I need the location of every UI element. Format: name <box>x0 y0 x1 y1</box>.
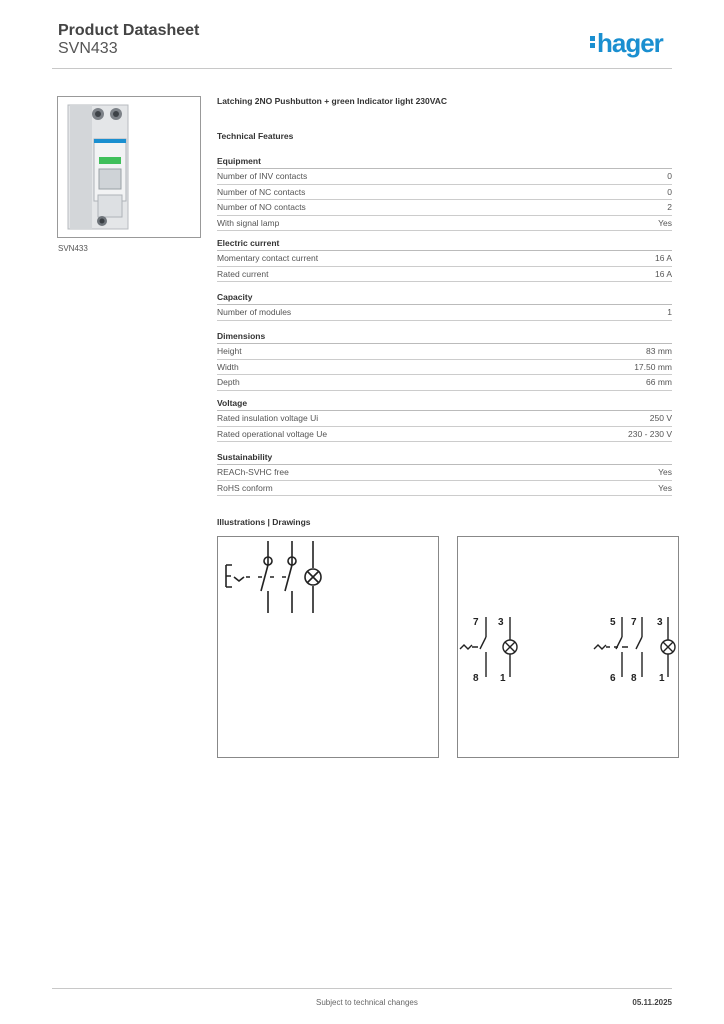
spec-row <box>217 465 672 481</box>
spec-label: Rated insulation voltage Ui <box>217 413 319 423</box>
spec-label: Number of INV contacts <box>217 171 308 181</box>
footer-rule <box>52 988 672 989</box>
spec-section-voltage <box>217 398 672 442</box>
spec-label: Number of NO contacts <box>217 202 306 212</box>
wiring-diagram-drawing <box>458 537 678 757</box>
spec-row <box>217 411 672 427</box>
section-title: Voltage <box>217 398 672 411</box>
features-heading: Technical Features <box>217 131 294 141</box>
drawing-wiring-box <box>457 536 679 758</box>
section-title: Dimensions <box>217 331 672 344</box>
spec-value: 1 <box>667 307 672 317</box>
terminal-label: 7 <box>473 617 479 628</box>
spec-label: Rated operational voltage Ue <box>217 428 328 439</box>
spec-label: With signal lamp <box>217 217 280 228</box>
spec-label: RoHS conform <box>217 482 273 493</box>
footer-date: 05.11.2025 <box>632 998 672 1007</box>
photo-caption: SVN433 <box>58 244 88 253</box>
product-image <box>58 97 200 237</box>
spec-value: Yes <box>658 217 672 228</box>
spec-value: 0 <box>667 186 672 197</box>
terminal-label: 1 <box>659 673 665 684</box>
spec-label: Number of NC contacts <box>217 186 306 197</box>
spec-value: Yes <box>658 467 672 477</box>
product-description: Latching 2NO Pushbutton + green Indicator light 230VAC <box>217 96 448 106</box>
product-code: SVN433 <box>58 40 118 57</box>
spec-value: 16 A <box>654 268 672 279</box>
spec-value: 250 V <box>649 413 672 423</box>
section-title: Capacity <box>217 292 672 305</box>
terminal-label: 8 <box>631 673 637 684</box>
spec-section-equipment <box>217 156 672 231</box>
spec-value: 2 <box>667 202 672 212</box>
illustrations-heading: Illustrations | Drawings <box>217 517 311 527</box>
spec-row <box>217 375 672 391</box>
spec-label: REACh-SVHC free <box>217 467 289 477</box>
spec-row <box>217 360 672 376</box>
terminal-label: 3 <box>657 617 663 628</box>
spec-section-capacity <box>217 292 672 321</box>
terminal-label: 1 <box>500 673 506 684</box>
spec-value: 230 - 230 V <box>628 428 672 439</box>
terminal-label: 6 <box>610 673 616 684</box>
spec-row <box>217 185 672 201</box>
page-title: Product Datasheet <box>58 22 200 39</box>
spec-value: Yes <box>658 482 672 493</box>
terminal-label: 5 <box>610 617 616 628</box>
spec-row <box>217 344 672 360</box>
spec-row <box>217 251 672 267</box>
spec-row <box>217 305 672 321</box>
spec-row <box>217 216 672 232</box>
terminal-label: 7 <box>631 617 637 628</box>
spec-section-sustainability <box>217 452 672 496</box>
footer-note: Subject to technical changes <box>316 998 418 1007</box>
logo-dots <box>590 34 595 50</box>
spec-row <box>217 200 672 216</box>
spec-label: Depth <box>217 377 240 387</box>
spec-label: Momentary contact current <box>217 253 319 263</box>
spec-section-electric-current <box>217 238 672 282</box>
drawing-symbol-box <box>217 536 439 758</box>
header-rule <box>52 68 672 69</box>
spec-section-dimensions <box>217 331 672 391</box>
spec-value: 17.50 mm <box>634 361 672 372</box>
section-title: Electric current <box>217 238 672 251</box>
section-title: Equipment <box>217 156 672 169</box>
spec-value: 83 mm <box>646 346 672 356</box>
brand-name: hager <box>597 28 663 58</box>
switch-symbol-drawing <box>218 537 438 757</box>
brand-logo <box>590 28 663 59</box>
section-title: Sustainability <box>217 452 672 465</box>
terminal-label: 8 <box>473 673 479 684</box>
spec-row <box>217 267 672 283</box>
spec-label: Number of modules <box>217 307 292 317</box>
terminal-label: 3 <box>498 617 504 628</box>
spec-label: Width <box>217 361 239 372</box>
spec-label: Rated current <box>217 268 269 279</box>
spec-value: 66 mm <box>646 377 672 387</box>
spec-row <box>217 169 672 185</box>
spec-row <box>217 481 672 497</box>
product-photo <box>57 96 201 238</box>
spec-value: 16 A <box>654 253 672 263</box>
spec-value: 0 <box>667 171 672 181</box>
spec-row <box>217 427 672 443</box>
spec-label: Height <box>217 346 242 356</box>
